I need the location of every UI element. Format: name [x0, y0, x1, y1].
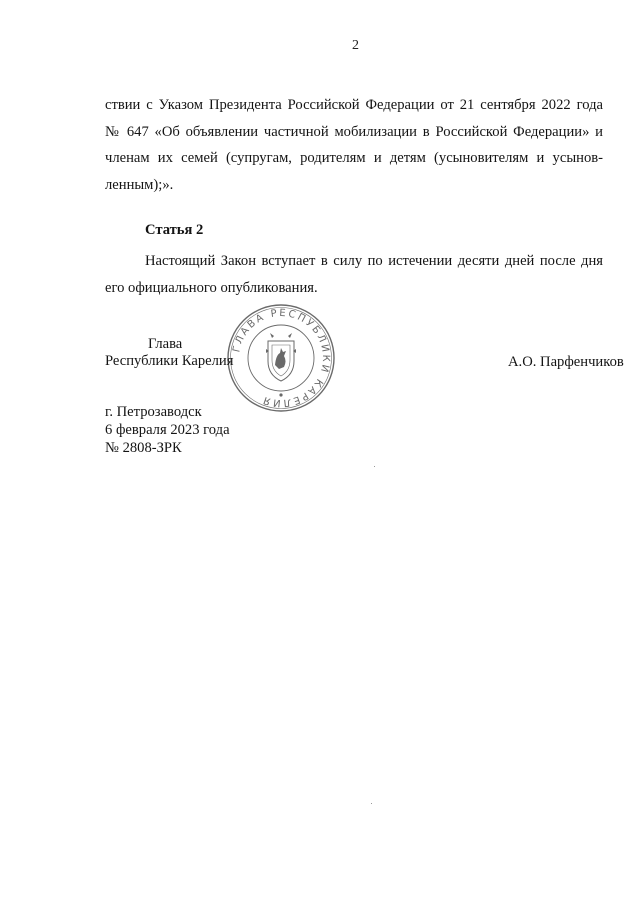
text-line: Настоящий Закон вступает в силу по истечении десяти дней после дня	[145, 253, 603, 269]
signature-organization: Республики Карелия	[105, 353, 234, 369]
issue-number: № 2808-ЗРК	[105, 440, 182, 456]
text-line: ствии с Указом Президента Российской Федерации от 21 сентября 2022 года	[105, 97, 603, 113]
issue-place: г. Петрозаводск	[105, 404, 202, 420]
paragraph-continuation	[105, 92, 603, 198]
text-line: его официального опубликования.	[105, 279, 318, 296]
stamp-ring-text: ГЛАВА РЕСПУБЛИКИ КАРЕЛИЯ	[231, 307, 332, 409]
text-line: № 647 «Об объявлении частичной мобилизации в Российской Федерации» и	[105, 123, 603, 140]
issue-date: 6 февраля 2023 года	[105, 422, 230, 438]
scan-speck	[371, 803, 372, 804]
issue-block	[105, 403, 230, 457]
official-seal-stamp	[226, 303, 336, 413]
article-title: Статья 2	[145, 222, 204, 238]
signatory-name: А.О. Парфенчиков	[508, 354, 624, 370]
article-body	[105, 248, 603, 301]
text-line: ленным);».	[105, 176, 174, 193]
text-line: членам их семей (супругам, родителям и детям (усыновителям и усынов-	[105, 150, 603, 166]
page-number: 2	[352, 38, 359, 53]
signature-title: Глава	[148, 336, 183, 352]
scan-speck	[374, 466, 375, 467]
